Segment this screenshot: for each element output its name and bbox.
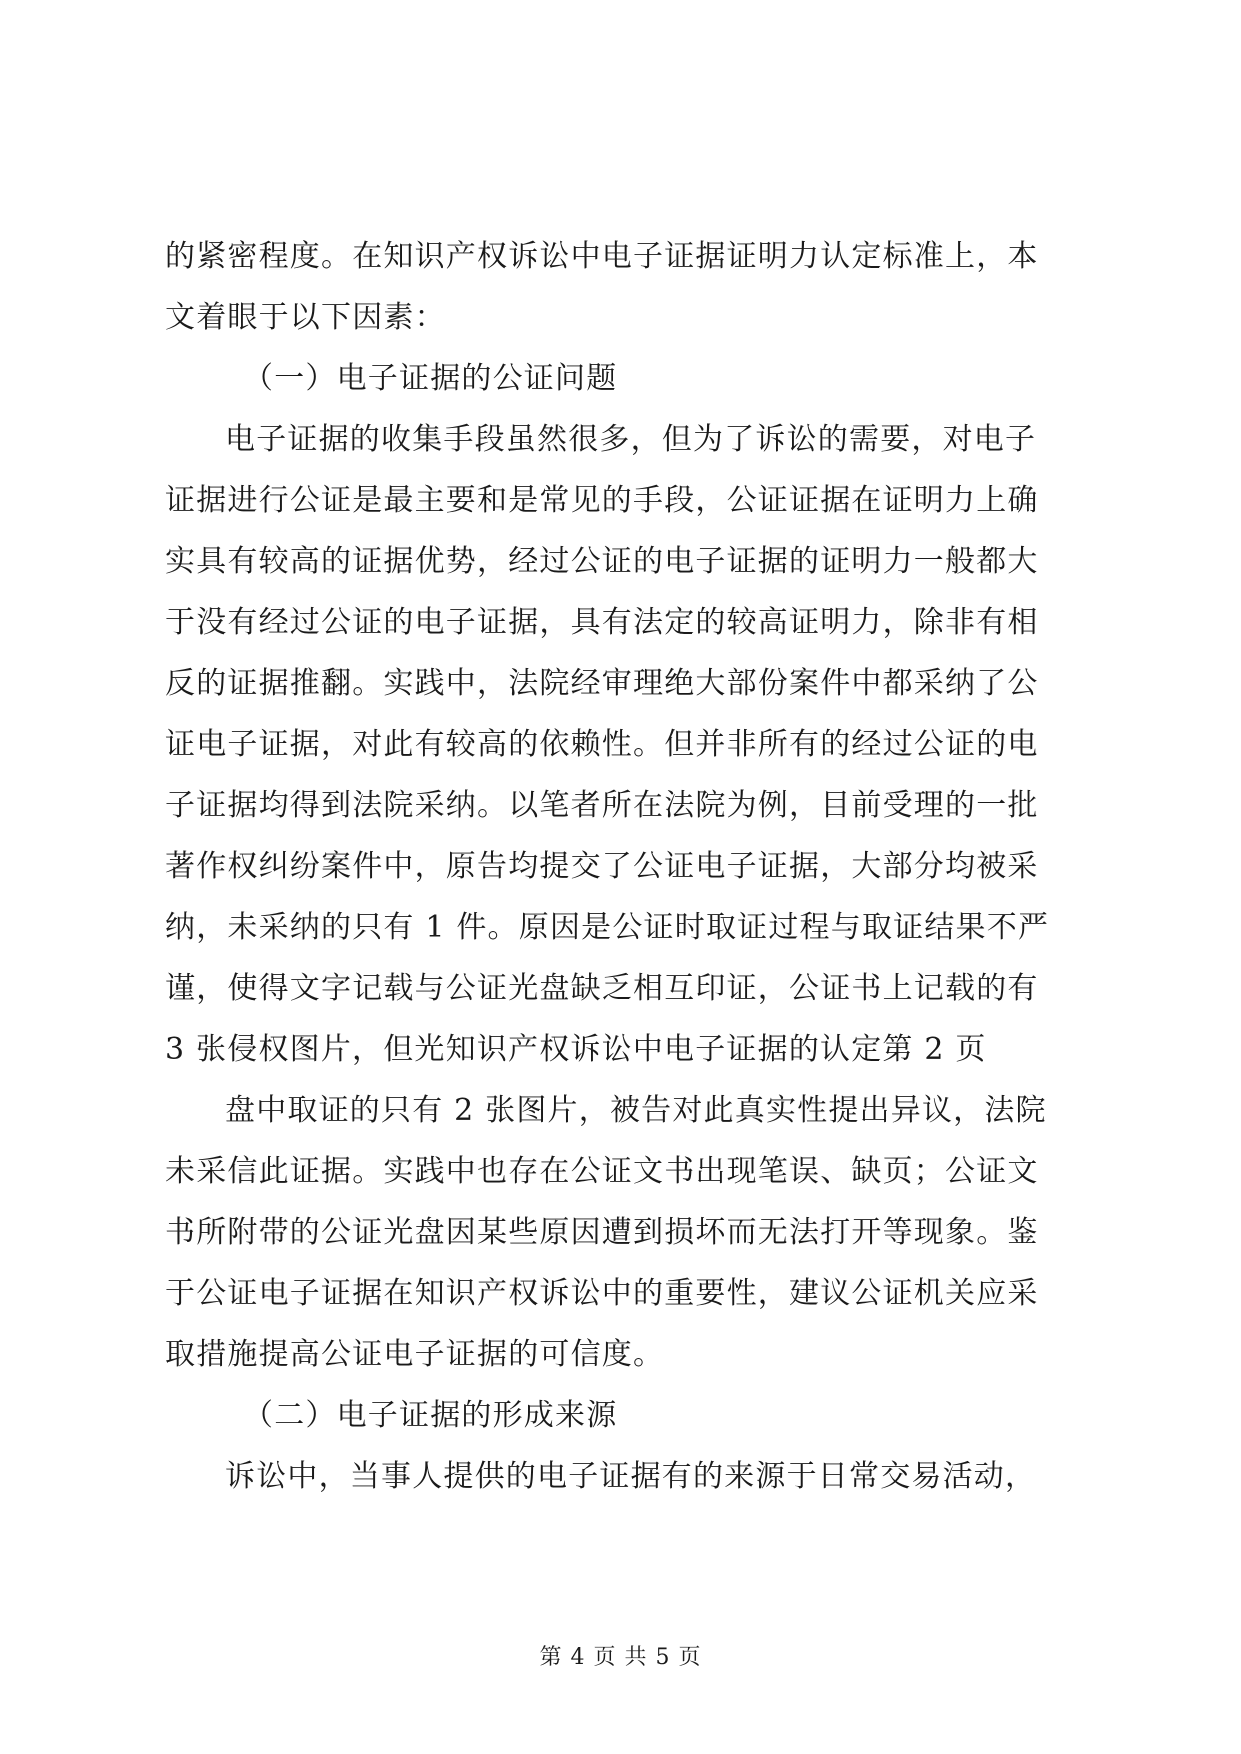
section-heading: （一）电子证据的公证问题 [243,361,618,396]
paragraph-line: 文着眼于以下因素： [165,300,446,335]
paragraph-line: 于没有经过公证的电子证据，具有法定的较高证明力，除非有相 [165,605,1039,640]
paragraph-line: 电子证据的收集手段虽然很多，但为了诉讼的需要，对电子 [225,422,1037,457]
paragraph-line: 证电子证据，对此有较高的依赖性。但并非所有的经过公证的电 [165,727,1039,762]
paragraph-line: 未采信此证据。实践中也存在公证文书出现笔误、缺页；公证文 [165,1154,1039,1189]
document-body [165,226,1085,1507]
paragraph-line: 盘中取证的只有 2 张图片，被告对此真实性提出异议，法院 [225,1093,1047,1128]
paragraph-line: 书所附带的公证光盘因某些原因遭到损坏而无法打开等现象。鉴 [165,1215,1039,1250]
paragraph-line: 的紧密程度。在知识产权诉讼中电子证据证明力认定标准上，本 [165,239,1039,274]
paragraph-line: 实具有较高的证据优势，经过公证的电子证据的证明力一般都大 [165,544,1039,579]
section-heading: （二）电子证据的形成来源 [243,1398,618,1433]
paragraph-line: 谨，使得文字记载与公证光盘缺乏相互印证，公证书上记载的有 [165,971,1039,1006]
paragraph-line: 纳，未采纳的只有 1 件。原因是公证时取证过程与取证结果不严 [165,910,1050,945]
paragraph-line: 子证据均得到法院采纳。以笔者所在法院为例，目前受理的一批 [165,788,1039,823]
page-footer: 第 4 页 共 5 页 [539,1645,702,1670]
paragraph-line: 取措施提高公证电子证据的可信度。 [165,1337,665,1372]
paragraph-line: 证据进行公证是最主要和是常见的手段，公证证据在证明力上确 [165,483,1039,518]
paragraph-line: 诉讼中，当事人提供的电子证据有的来源于日常交易活动， [225,1459,1037,1494]
paragraph-line: 反的证据推翻。实践中，法院经审理绝大部份案件中都采纳了公 [165,666,1039,701]
paragraph-line: 著作权纠纷案件中，原告均提交了公证电子证据，大部分均被采 [165,849,1039,884]
paragraph-line: 于公证电子证据在知识产权诉讼中的重要性，建议公证机关应采 [165,1276,1039,1311]
paragraph-line: 3 张侵权图片，但光知识产权诉讼中电子证据的认定第 2 页 [165,1032,987,1067]
